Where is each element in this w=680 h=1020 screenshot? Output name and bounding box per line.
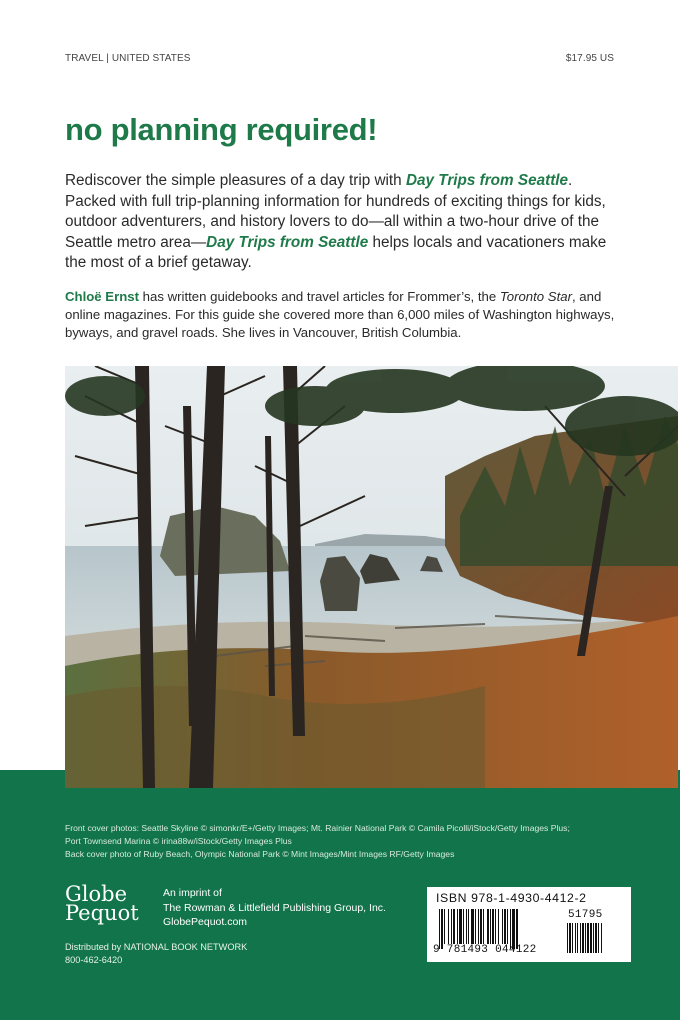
isbn-barcode bbox=[427, 887, 631, 962]
blurb-text: . Packed with full trip-planning information for hundreds of exciting things for kids, outdoor adventurers, and history lovers to do—all within a two-hour drive of the Seattle metro area— bbox=[65, 172, 606, 251]
ean-digits: 9 781493 044122 bbox=[433, 944, 537, 956]
distributor-line: Distributed by NATIONAL BOOK NETWORK bbox=[65, 942, 248, 952]
category-label: TRAVEL | UNITED STATES bbox=[65, 53, 191, 64]
publisher-logo bbox=[65, 882, 139, 925]
publication-name: Toronto Star bbox=[499, 289, 572, 304]
logo-line: Globe bbox=[65, 882, 128, 906]
blurb-text: helps locals and vacationers make the most of a brief getaway. bbox=[65, 233, 607, 271]
imprint-info bbox=[163, 886, 386, 930]
credit-line: Back cover photo of Ruby Beach, Olympic National Park © Mint Images/Mint Images RF/Getty Images bbox=[65, 849, 455, 859]
book-title: Day Trips from Seattle bbox=[405, 172, 569, 189]
credit-line: Front cover photos: Seattle Skyline © simonkr/E+/Getty Images; Mt. Rainier National Park © Camila Picolli/iStock/Getty Images Plus; bbox=[65, 823, 570, 833]
bio-text: has written guidebooks and travel articles for Frommer’s, the bbox=[139, 289, 500, 304]
credit-line: Port Townsend Marina © irina88w/iStock/Getty Images Plus bbox=[65, 836, 292, 846]
isbn-text: ISBN 978-1-4930-4412-2 bbox=[436, 891, 587, 905]
headline: no planning required! bbox=[65, 112, 378, 147]
author-bio bbox=[65, 288, 625, 342]
author-name: Chloë Ernst bbox=[65, 289, 140, 304]
bio-text: , and online magazines. For this guide she covered more than 6,000 miles of Washington highways, byways, and gravel roads. She lives in Vancouver, British Columbia. bbox=[65, 289, 615, 340]
description-paragraph bbox=[65, 171, 625, 274]
price-label: $17.95 US bbox=[565, 53, 614, 64]
photo-credits bbox=[65, 822, 645, 861]
addon-digits: 51795 bbox=[568, 909, 603, 921]
distribution-info bbox=[65, 941, 247, 967]
publisher-website: GlobePequot.com bbox=[163, 916, 248, 928]
distributor-phone: 800-462-6420 bbox=[65, 955, 123, 965]
logo-line: Pequot bbox=[65, 901, 139, 925]
top-bar bbox=[65, 53, 614, 64]
blurb-text: Rediscover the simple pleasures of a day trip with bbox=[65, 172, 406, 189]
beach-photo bbox=[65, 366, 678, 788]
imprint-line: The Rowman & Littlefield Publishing Group, Inc. bbox=[163, 901, 386, 914]
book-title: Day Trips from Seattle bbox=[206, 233, 369, 251]
imprint-line: An imprint of bbox=[163, 887, 222, 899]
